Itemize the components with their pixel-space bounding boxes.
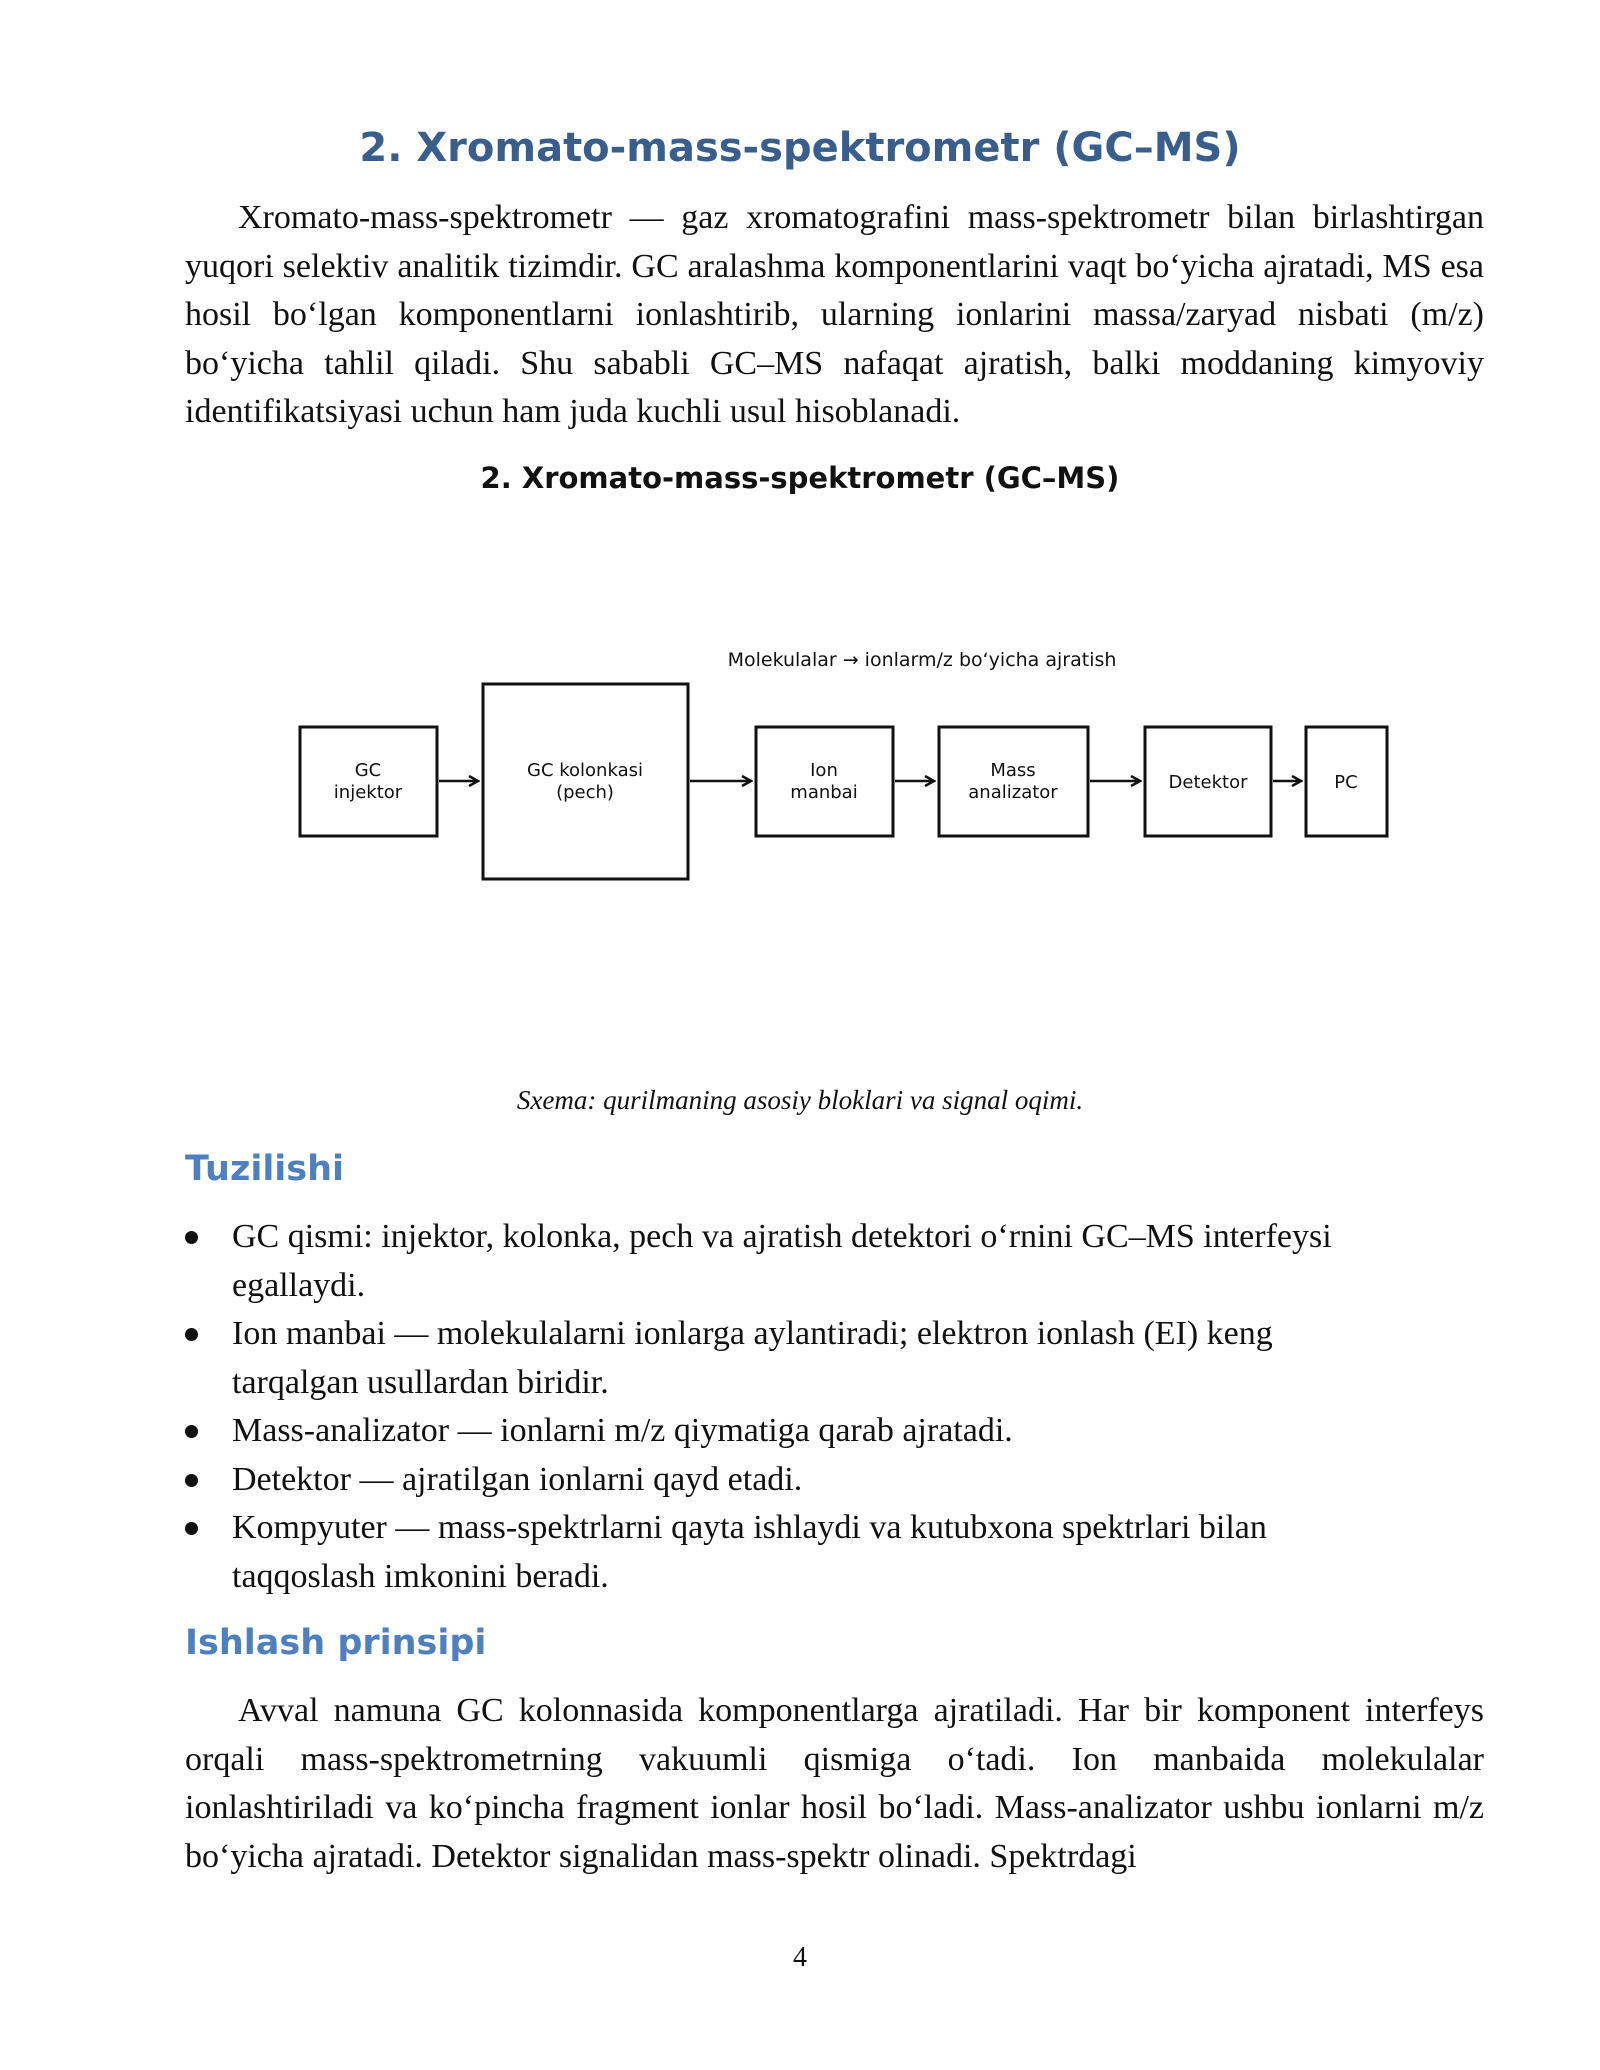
block-mass-analizator — [939, 727, 1088, 836]
bullet-icon — [185, 1328, 198, 1341]
list-item — [185, 1407, 1392, 1456]
block-pc — [1306, 727, 1387, 836]
figure-title: 2. Xromato-mass-spektrometr (GC–MS) — [480, 461, 1120, 495]
block-gc-injektor — [300, 727, 437, 836]
figure-caption: Sxema: qurilmaning asosiy bloklari va signal oqimi. — [516, 1085, 1084, 1115]
block-label-line2: manbai — [790, 782, 858, 803]
list-item-text: Kompyuter — mass-spektrlarni qayta ishlaydi va kutubxona spektrlari bilan taqqoslash imkonini beradi. — [232, 1509, 1267, 1595]
list-item — [185, 1213, 1392, 1310]
list-item-text: Detektor — ajratilgan ionlarni qayd etadi. — [232, 1460, 803, 1498]
list-item-text: Ion manbai — molekulalarni ionlarga aylantiradi; elektron ionlash (EI) keng tarqalgan usullardan biridir. — [232, 1315, 1273, 1401]
block-label: Detektor — [1168, 772, 1248, 793]
block-label-line1: Ion — [810, 760, 838, 781]
block-ion-manbai — [756, 727, 893, 836]
block-label-line1: Mass — [990, 760, 1036, 781]
list-item-text: GC qismi: injektor, kolonka, pech va ajratish detektori o‘rnini GC–MS interfeysi egallaydi. — [232, 1218, 1332, 1304]
block-label-line2: injektor — [333, 782, 403, 803]
block-gc-kolonkasi — [483, 684, 688, 879]
block-label-line1: GC kolonkasi — [527, 760, 643, 781]
block-label-line1: GC — [354, 760, 382, 781]
block-label: PC — [1334, 772, 1358, 793]
block-label-line2: (pech) — [556, 782, 614, 803]
section-title-structure: Tuzilishi — [185, 1149, 345, 1189]
bullet-icon — [185, 1522, 198, 1535]
block-label-line2: analizator — [968, 782, 1058, 803]
bullet-icon — [185, 1425, 198, 1438]
section-title-principle: Ishlash prinsipi — [185, 1623, 487, 1663]
list-item — [185, 1310, 1392, 1407]
section-heading: 2. Xromato-mass-spektrometr (GC–MS) — [359, 125, 1241, 171]
principle-paragraph: Avval namuna GC kolonnasida komponentlarga ajratiladi. Har bir komponent interfeys orqali mass-spektrometrning vakuumli qismiga o‘tadi. Ion manbaida molekulalar ionlashtiriladi va ko‘pincha fragment ionlar hosil bo‘ladi. Mass-analizator ushbu ionlarni m/z bo‘yicha ajratadi. Detektor signalidan mass-spektr olinadi. Spektrdagi — [185, 1692, 1484, 1875]
list-item — [185, 1504, 1392, 1601]
intro-paragraph: Xromato-mass-spektrometr — gaz xromatografini mass-spektrometr bilan birlashtirgan yuqori selektiv analitik tizimdir. GC aralashma komponentlarini vaqt bo‘yicha ajratadi, MS esa hosil bo‘lgan komponentlarni ionlashtirib, ularning ionlarini massa/zaryad nisbati (m/z) bo‘yicha tahlil qiladi. Shu sababli GC–MS nafaqat ajratish, balki moddaning kimyoviy identifikatsiyasi uchun ham juda kuchli usul hisoblanadi. — [185, 199, 1484, 430]
block-detektor — [1145, 727, 1271, 836]
bullet-icon — [185, 1474, 198, 1487]
bullet-icon — [185, 1231, 198, 1244]
diagram-annotation: Molekulalar → ionlarm/z bo‘yicha ajratish — [727, 649, 1117, 671]
list-item-text: Mass-analizator — ionlarni m/z qiymatiga qarab ajratadi. — [232, 1412, 1013, 1449]
list-item — [185, 1456, 1392, 1505]
page-number: 4 — [793, 1942, 807, 1973]
structure-list — [185, 1213, 1484, 1601]
